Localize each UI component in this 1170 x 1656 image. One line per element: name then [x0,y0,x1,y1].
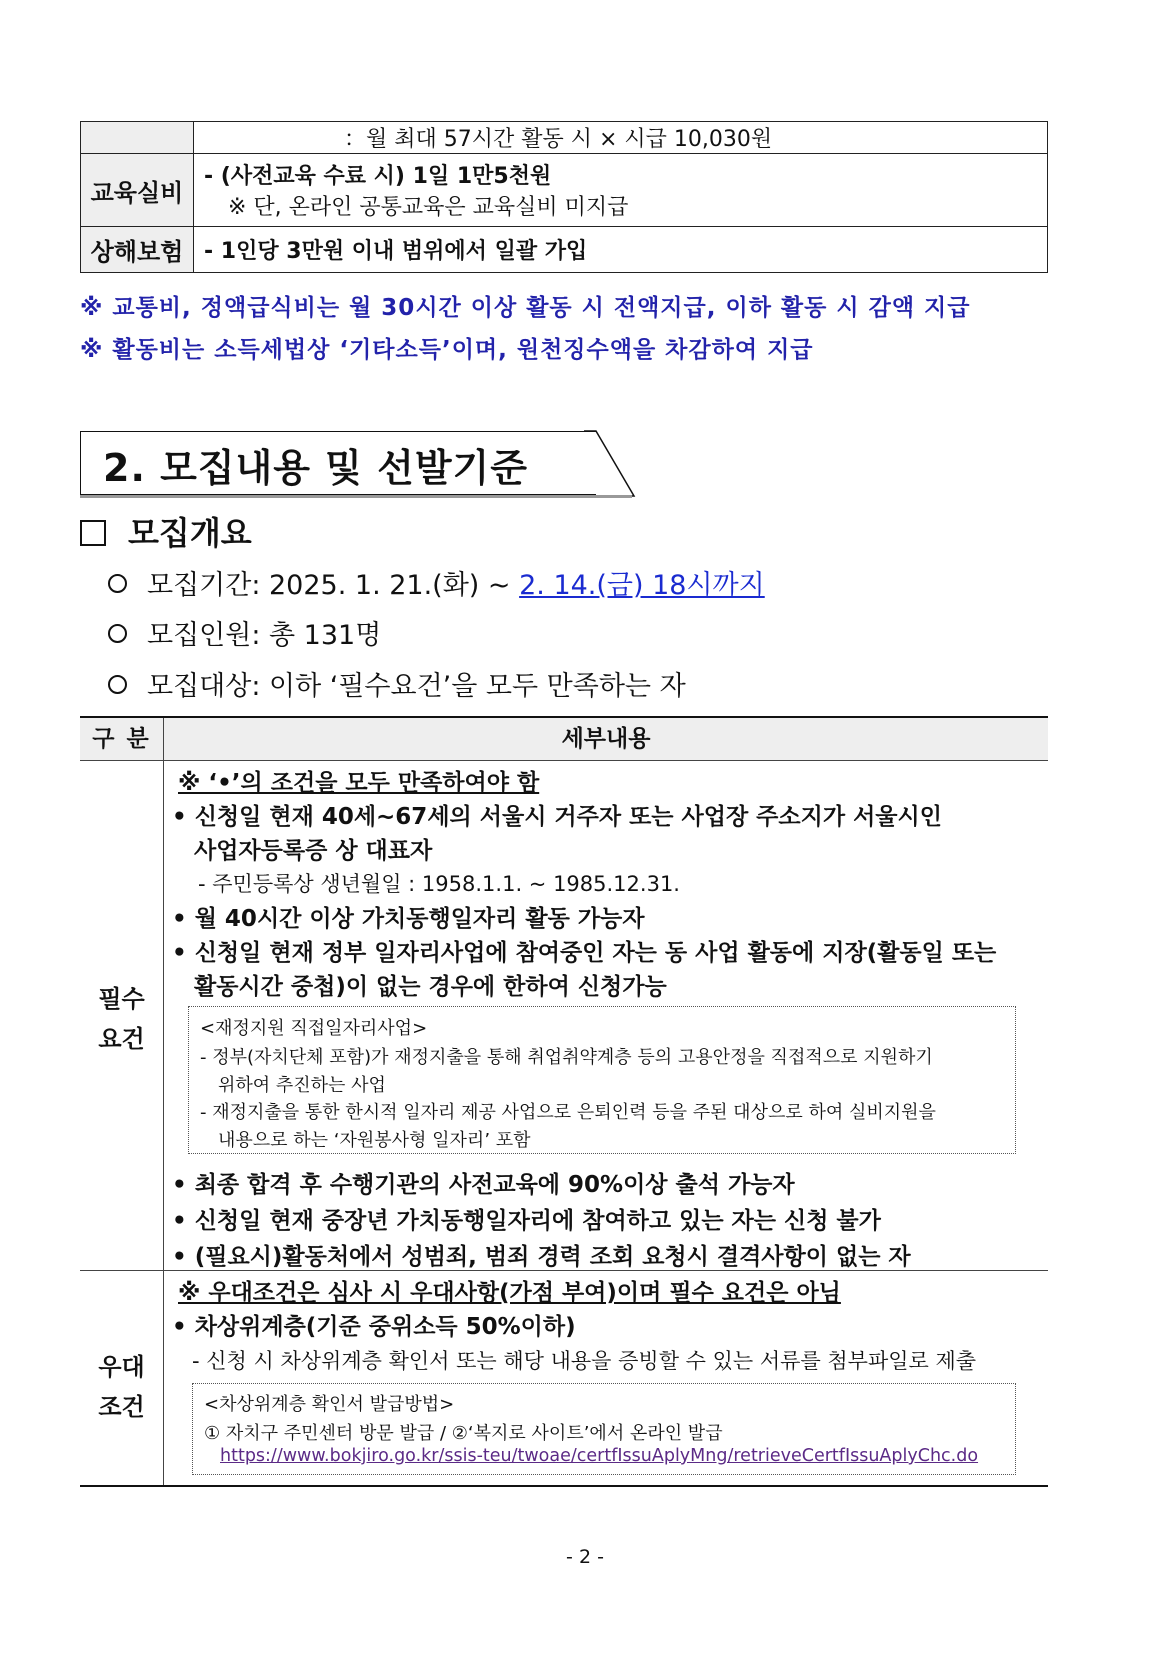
education-cost-cell [194,154,1048,227]
circle-bullet-icon [108,574,127,593]
hourly-wage-text: ：월 최대 57시간 활동 시 × 시급 10,030원 [194,122,1048,154]
section-header-shadow [80,495,632,498]
education-cost-line1: - (사전교육 수료 시) 1일 1만5천원 [204,164,552,189]
direct-job-box-title: <재정지원 직접일자리사업> [200,1018,428,1039]
direct-job-box-line-3: - 재정지출을 통한 한시적 일자리 제공 사업으로 은퇴인력 등을 주된 대상으로 하여 실비지원을 [200,1102,936,1123]
required-item-2: • 월 40시간 이상 가치동행일자리 활동 가능자 [172,906,645,932]
certificate-box-line: ① 자치구 주민센터 방문 발급 / ②‘복지로 사이트’에서 온라인 발급 [204,1423,723,1444]
subsection-title: 모집개요 [80,508,252,554]
note-transport: ※ 교통비, 정액급식비는 월 30시간 이상 활동 시 전액지급, 이하 활동 시 감액 지급 [80,295,971,321]
preferred-subitem: - 신청 시 차상위계층 확인서 또는 해당 내용을 증빙할 수 있는 서류를 첨부파일로 제출 [192,1349,977,1373]
preferred-note: ※ 우대조건은 심사 시 우대사항(가점 부여)이며 필수 요건은 아님 [178,1280,841,1306]
preferred-label-1: 우대 [98,1353,145,1381]
preferred-item: • 차상위계층(기준 중위소득 50%이하) [172,1314,576,1340]
period-deadline: 2. 14.(금) 18시까지 [519,570,765,601]
header-category: 구 분 [92,726,151,752]
bokjiro-link[interactable]: https://www.bokjiro.go.kr/ssis-teu/twoae/certfIssuAplyMng/retrieveCertfIssuAplyChc.do [220,1446,979,1466]
required-label-2: 요건 [98,1025,145,1053]
direct-job-box-line-1: - 정부(자치단체 포함)가 재정지출을 통해 취업취약계층 등의 고용안정을 직접적으로 지원하기 [200,1047,933,1068]
required-item-3-cont: 활동시간 중첩)이 없는 경우에 한하여 신청가능 [194,974,667,1000]
checkbox-square-icon [80,520,106,546]
header-details: 세부내용 [561,726,651,752]
table-column-divider [163,718,164,1486]
circle-bullet-icon [108,624,127,643]
insurance-header: 상해보험 [81,227,194,273]
education-cost-line2: ※ 단, 온라인 공통교육은 교육실비 미지급 [228,195,629,220]
required-item-1-cont: 사업자등록증 상 대표자 [194,838,433,864]
preferred-label-2: 조건 [98,1393,145,1421]
target-item: 모집대상: 이하 ‘필수요건’을 모두 만족하는 자 [108,664,686,703]
certificate-box-title: <차상위계층 확인서 발급방법> [204,1394,455,1415]
top-table [80,121,1048,273]
required-item-5: • 신청일 현재 중장년 가치동행일자리에 참여하고 있는 자는 신청 불가 [172,1208,881,1234]
section-header-slant [584,430,636,498]
required-item-4: • 최종 합격 후 수행기관의 사전교육에 90%이상 출석 가능자 [172,1172,795,1198]
required-subitem-birth: - 주민등록상 생년월일 : 1958.1.1. ~ 1985.12.31. [198,872,680,896]
education-cost-header: 교육실비 [81,154,194,227]
required-item-1: • 신청일 현재 40세~67세의 서울시 거주자 또는 사업장 주소지가 서울시인 [172,804,942,830]
insurance-cell: - 1인당 3만원 이내 범위에서 일괄 가입 [194,227,1048,273]
required-label-1: 필수 [98,985,145,1013]
direct-job-box-line-2: 위하여 추진하는 사업 [218,1075,386,1096]
period-item: 모집기간: 2025. 1. 21.(화) ~ 2. 14.(금) 18시까지 [108,563,765,602]
top-table-empty-header [81,122,194,154]
section-title: 2. 모집내용 및 선발기준 [103,446,528,490]
note-activity-fee: ※ 활동비는 소득세법상 ‘기타소득’이며, 원천징수액을 차감하여 지급 [80,337,814,363]
direct-job-box-line-4: 내용으로 하는 ‘자원봉사형 일자리’ 포함 [218,1130,531,1151]
page-number: - 2 - [566,1546,604,1568]
required-item-3: • 신청일 현재 정부 일자리사업에 참여중인 자는 동 사업 활동에 지장(활동일 또는 [172,940,997,966]
circle-bullet-icon [108,675,127,694]
table-bottom-border [80,1485,1048,1487]
required-item-6: • (필요시)활동처에서 성범죄, 범죄 경력 조회 요청시 결격사항이 없는 자 [172,1244,911,1270]
count-item: 모집인원: 총 131명 [108,613,381,652]
required-note: ※ ‘•’의 조건을 모두 만족하여야 함 [178,770,540,796]
